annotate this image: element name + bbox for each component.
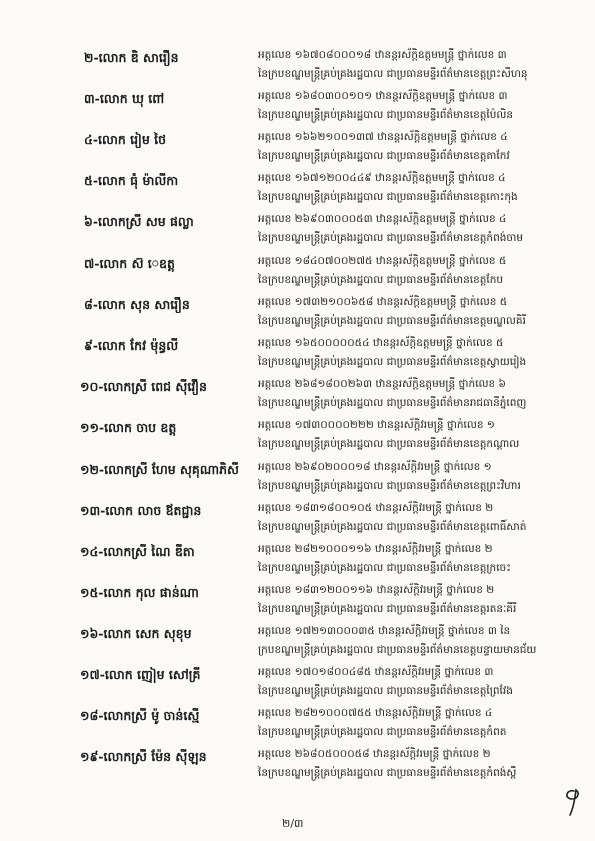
list-item: [0, 128, 595, 168]
entry-name: ១៣-លោក លាច ឪតជ្ជាន: [80, 503, 202, 518]
entry-name: ១០-លោកស្រី ពេជ ស៊ីវឿន: [80, 379, 207, 394]
list-item: [0, 540, 595, 580]
entry-desc-line2: នៃក្របខណ្ឌមន្ត្រីគ្រប់គ្រងរដ្ឋបាល ជាប្រធានមន្ទីរព័ត៌មានខេត្តរតនៈគីរី: [258, 603, 517, 615]
list-item: [0, 581, 595, 621]
entry-description: [258, 87, 573, 125]
entry-desc-line1: អត្តលេខ ១៦៥០០០០០៥៤ ឋានន្តរស័ក្តិឧត្តមមន្ត្រី ថ្នាក់លេខ ៥: [258, 337, 504, 349]
entry-description: [258, 169, 573, 207]
entry-desc-line2: នៃក្របខណ្ឌមន្ត្រីគ្រប់គ្រងរដ្ឋបាល ជាប្រធានមន្ទីរព័ត៌មានខេត្តប៉ៃលិន: [258, 109, 514, 121]
entry-desc-line1: អត្តលេខ ១៦៧១២០០៤៤៩ ឋានន្តរស័ក្តិឧត្តមមន្ត្រី ថ្នាក់លេខ ៤: [258, 172, 506, 184]
entry-name: ១៧-លោក ញៀម សៅគ្រី: [80, 667, 201, 682]
entry-desc-line1: អត្តលេខ ២៨២១០០០៧៥៥ ឋានន្តរស័ក្តិវរមន្ត្រី ថ្នាក់លេខ ៤: [258, 707, 493, 719]
entry-desc-line2: នៃក្របខណ្ឌមន្ត្រីគ្រប់គ្រងរដ្ឋបាល ជាប្រធានមន្ទីរព័ត៌មានខេត្តពោធិ៍សាត់: [258, 521, 527, 533]
entry-description: [258, 46, 573, 84]
list-item: [0, 375, 595, 415]
entry-desc-line2: នៃក្របខណ្ឌមន្ត្រីគ្រប់គ្រងរដ្ឋបាល ជាប្រធានមន្ទីរព័ត៌មានខេត្តព្រៃវែង: [258, 685, 513, 697]
list-item: [0, 663, 595, 703]
entry-desc-line1: អត្តលេខ ២៨២១០០០១១៦ ឋានន្តរស័ក្តិវរមន្ត្រី ថ្នាក់លេខ ២: [258, 543, 493, 555]
entry-desc-line2: នៃក្របខណ្ឌមន្ត្រីគ្រប់គ្រងរដ្ឋបាល ជាប្រធានមន្ទីរព័ត៌មានខេត្តតាកែវ: [258, 150, 510, 162]
entry-desc-line2: ក្របខណ្ឌមន្ត្រីគ្រប់គ្រងរដ្ឋបាល ជាប្រធានមន្ទីរព័ត៌មានខេត្តបន្ទាយមានជ័យ: [258, 644, 537, 656]
entry-name: ៣-លោក ឃុ ពៅ: [84, 91, 165, 106]
entry-description: [258, 416, 573, 454]
list-item: [0, 293, 595, 333]
entry-desc-line1: អត្តលេខ ១៧៣២១០០៦៥៨ ឋានន្តរស័ក្តិឧត្តមមន្ត្រី ថ្នាក់លេខ ៥: [258, 296, 508, 308]
entry-desc-line1: អត្តលេខ ២៦៨០៥០០០៥៨ ឋានន្តរស័ក្តិវរមន្ត្រី ថ្នាក់លេខ ២: [258, 748, 491, 760]
entry-desc-line1: អត្តលេខ ១៦៧០៨០០០១៨ ឋានន្តរស័ក្តិឧត្តមមន្ត្រី ថ្នាក់លេខ ៣: [258, 49, 507, 61]
entry-name: ១៦-លោក សេក សុខុម: [80, 626, 192, 641]
entry-desc-line1: អត្តលេខ ១៦៦២១០០១៣៧ ឋានន្តរស័ក្តិឧត្តមមន្ត្រី ថ្នាក់លេខ ៤: [258, 131, 508, 143]
entry-desc-line2: នៃក្របខណ្ឌមន្ត្រីគ្រប់គ្រងរដ្ឋបាល ជាប្រធានមន្ទីរព័ត៌មានខេត្តកំពត: [258, 726, 507, 738]
entry-name: ១៤-លោកស្រី ណៃ ឌីតា: [80, 544, 195, 559]
entry-desc-line1: អត្តលេខ ២៦៩០៣០០០៥៣ ឋានន្តរស័ក្តិឧត្តមមន្ត្រី ថ្នាក់លេខ ៤: [258, 213, 507, 225]
list-item: [0, 458, 595, 498]
entry-description: [258, 622, 573, 660]
entry-name: ៩-លោក កែវ ម៉ុន្ធលី: [84, 338, 179, 353]
handwritten-initial: [560, 785, 586, 819]
entry-description: [258, 293, 573, 331]
entry-description: [258, 663, 573, 701]
entry-desc-line2: នៃក្របខណ្ឌមន្ត្រីគ្រប់គ្រងរដ្ឋបាល ជាប្រធានមន្ទីរព័ត៌មានខេត្តមណ្ឌលគិរី: [258, 315, 526, 327]
entry-name: ៥-លោក ធុំ ម៉ាលីកា: [84, 173, 179, 188]
list-item: [0, 622, 595, 662]
entry-desc-line1: អត្តលេខ ២៦៨១៨០០២៦៣ ឋានន្តរស័ក្តិឧត្តមមន្ត្រី ថ្នាក់លេខ ៦: [258, 378, 506, 390]
list-item: [0, 210, 595, 250]
list-item: [0, 169, 595, 209]
entry-desc-line2: នៃក្របខណ្ឌមន្ត្រីគ្រប់គ្រងរដ្ឋបាល ជាប្រធានមន្ទីរព័ត៌មានខេត្តកោះកុង: [258, 191, 518, 203]
page-number: ២/៣: [282, 817, 304, 830]
entry-description: [258, 128, 573, 166]
entry-name: ៧-លោក ស៊ េឧត្តុ: [84, 256, 175, 271]
entry-name: ១១-លោក ចាប ឧត្តុ: [80, 420, 177, 435]
list-item: [0, 87, 595, 127]
list-item: [0, 252, 595, 292]
entry-name: ១៥-លោក កុល ផាន់ណា: [80, 585, 199, 600]
entry-description: [258, 540, 573, 578]
entry-name: ១៨-លោកស្រី ម៉ូ ចាន់ស្មើ: [80, 708, 200, 723]
list-item: [0, 775, 595, 815]
entry-desc-line2: នៃក្របខណ្ឌមន្ត្រីគ្រប់គ្រងរដ្ឋបាល ជាប្រធានមន្ទីរព័ត៌មានរាជធានីភ្នំពេញ: [258, 397, 527, 409]
entry-desc-line1: អត្តលេខ ១៦៨០៣០០១០១ ឋានន្តរស័ក្តិឧត្តមមន្ត្រី ថ្នាក់លេខ ៣: [258, 90, 508, 102]
entry-desc-line2: នៃក្របខណ្ឌមន្ត្រីគ្រប់គ្រងរដ្ឋបាល ជាប្រធានមន្ទីរព័ត៌មានខេត្តស្វាយរៀង: [258, 356, 527, 368]
entry-description: [258, 375, 573, 413]
entry-desc-line2: នៃក្របខណ្ឌមន្ត្រីគ្រប់គ្រងរដ្ឋបាល ជាប្រធានមន្ទីរព័ត៌មានខេត្តក្រចេះ: [258, 562, 511, 574]
entry-desc-line1: [258, 775, 573, 794]
list-item: [0, 499, 595, 539]
entry-name: ១៩-លោកស្រី ម៉ែន ស៊ីឡុន: [80, 749, 207, 764]
entry-desc-line2: នៃក្របខណ្ឌមន្ត្រីគ្រប់គ្រងរដ្ឋបាល ជាប្រធានមន្ទីរព័ត៌មានខេត្តកែប: [258, 274, 504, 286]
list-item: [0, 704, 595, 744]
entry-description: [258, 775, 573, 813]
entry-description: [258, 704, 573, 742]
entry-name: ៤-លោក រៀម ថៃ: [84, 132, 167, 147]
entry-desc-line1: អត្តលេខ ១៧៣០០០០២២២ ឋានន្តរស័ក្តិវរមន្ត្រី ថ្នាក់លេខ ១: [258, 419, 495, 431]
entry-desc-line2: [258, 794, 573, 813]
entry-desc-line1: អត្តលេខ ១៨៣១២០០១១៦ ឋានន្តរស័ក្តិវរមន្ត្រី ថ្នាក់លេខ ២: [258, 584, 495, 596]
entry-desc-line2: នៃក្របខណ្ឌមន្ត្រីគ្រប់គ្រងរដ្ឋបាល ជាប្រធានមន្ទីរព័ត៌មានខេត្តកំពង់ស្ពឺ: [258, 767, 517, 779]
entry-desc-line2: នៃក្របខណ្ឌមន្ត្រីគ្រប់គ្រងរដ្ឋបាល ជាប្រធានមន្ទីរព័ត៌មានខេត្តព្រះវិហារ: [258, 480, 521, 492]
entry-desc-line1: អត្តលេខ ១៧០១៨០០៤៨៥ ឋានន្តរស័ក្តិវរមន្ត្រី ថ្នាក់លេខ ៣: [258, 666, 494, 678]
list-item: [0, 334, 595, 374]
entry-description: [258, 499, 573, 537]
entry-description: [258, 334, 573, 372]
entry-desc-line1: អត្តលេខ ១៨៤០៧០០២៧៥ ឋានន្តរស័ក្តិឧត្តមមន្ត្រី ថ្នាក់លេខ ៥: [258, 255, 507, 267]
entry-name: ៦-លោកស្រី សម ផល្លា: [84, 214, 194, 229]
entry-description: [258, 252, 573, 290]
entry-description: [258, 210, 573, 248]
entry-desc-line2: នៃក្របខណ្ឌមន្ត្រីគ្រប់គ្រងរដ្ឋបាល ជាប្រធានមន្ទីរព័ត៌មានខេត្តកណ្ដាល: [258, 438, 520, 450]
entry-desc-line1: អត្តលេខ ១៧២១៣០០០៣៥ ឋានន្តរស័ក្តិវរមន្ត្រី ថ្នាក់លេខ ៣ នៃ: [258, 625, 511, 637]
entry-desc-line1: អត្តលេខ ២៦៩០២០០០១៨ ឋានន្តរស័ក្តិវរមន្ត្រី ថ្នាក់លេខ ១: [258, 461, 492, 473]
entry-desc-line2: នៃក្របខណ្ឌមន្ត្រីគ្រប់គ្រងរដ្ឋបាល ជាប្រធានមន្ទីរព័ត៌មានខេត្តព្រះសីហនុ: [258, 68, 528, 80]
entry-desc-line1: អត្តលេខ ១៨៣១៨០០១០៥ ឋានន្តរស័ក្តិវរមន្ត្រី ថ្នាក់លេខ ២: [258, 502, 494, 514]
entry-description: [258, 458, 573, 496]
list-item: [0, 416, 595, 456]
entry-name: ៨-លោក សុន សារឿន: [84, 297, 190, 312]
entry-description: [258, 581, 573, 619]
entry-name: ២-លោក ឌិ សារឿន: [84, 50, 179, 65]
entry-desc-line2: នៃក្របខណ្ឌមន្ត្រីគ្រប់គ្រងរដ្ឋបាល ជាប្រធានមន្ទីរព័ត៌មានខេត្តកំពង់ចាម: [258, 232, 524, 244]
list-item: [0, 46, 595, 86]
entry-name: ១២-លោកស្រី ហែម សុគុណាភិសី: [80, 462, 239, 477]
